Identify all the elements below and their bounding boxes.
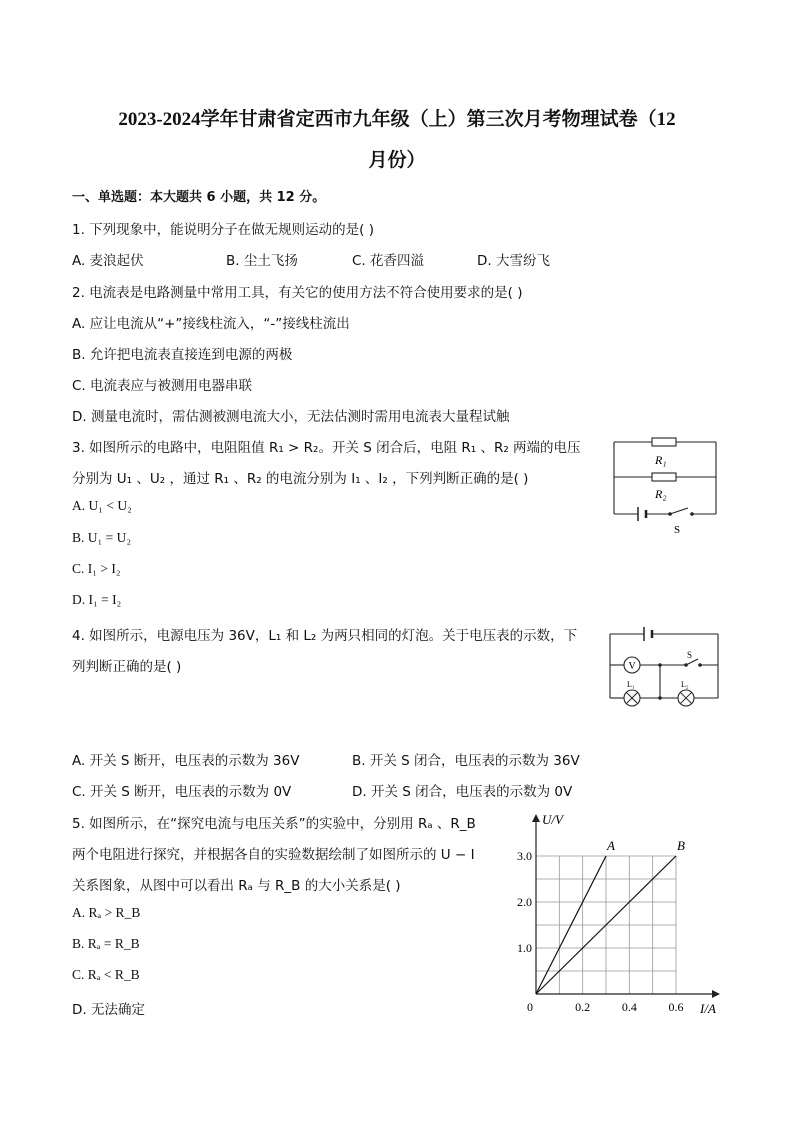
q4-stem-line2: 列判断正确的是( ) [72,659,182,675]
q3-option-b: B. U₁ = U₂ [72,530,132,545]
q5-option-c: C. Rₐ < R_B [72,967,140,982]
q4-option-c: C. 开关 S 断开，电压表的示数为 0V [72,784,292,800]
resistor-r2 [652,473,676,481]
q3-option-c: C. I₁ > I₂ [72,561,121,576]
page-title-line2: 月份） [368,150,426,171]
q4-option-a: A. 开关 S 断开，电压表的示数为 36V [72,753,300,769]
q5-stem-line3: 关系图象，从图中可以看出 Rₐ 与 R_B 的大小关系是( ) [72,878,401,894]
q3-option-d: D. I₁ = I₂ [72,592,122,607]
label-r1: R₁ [655,453,667,467]
label-voltmeter: V [628,661,636,672]
x-axis-label: I/A [700,1001,716,1016]
q2-stem: 2. 电流表是电路测量中常用工具，有关它的使用方法不符合使用要求的是( ) [72,285,523,301]
origin-label: 0 [527,1000,533,1014]
q5-option-d: D. 无法确定 [72,1002,145,1018]
lamp-l2 [678,690,694,706]
x-tick-label: 0.6 [668,1000,684,1014]
section-heading: 一、单选题：本大题共 6 小题，共 12 分。 [72,190,326,205]
label-r2: R₂ [655,487,667,501]
q2-option-d: D. 测量电流时，需估测被测电流大小，无法估测时需用电流表大量程试触 [72,409,510,425]
label-switch: S [674,524,681,536]
x-tick-label: 0.4 [621,1000,637,1014]
q2-option-b: B. 允许把电流表直接连到电源的两极 [72,347,293,363]
y-tick-label: 1.0 [517,941,532,955]
q3-circuit-diagram [608,432,722,540]
q5-stem-line2: 两个电阻进行探究，并根据各自的实验数据绘制了如图所示的 U − I [72,847,475,863]
q1-option-d: D. 大雪纷飞 [477,253,550,269]
q2-option-a: A. 应让电流从“+”接线柱流入，“-”接线柱流出 [72,316,350,332]
q5-stem-line1: 5. 如图所示，在“探究电流与电压关系”的实验中，分别用 Rₐ 、R_B [72,816,476,832]
lamp-l1 [624,690,640,706]
q5-option-b: B. Rₐ = R_B [72,936,140,951]
u-i-chart [500,808,730,1020]
resistor-r1 [652,438,676,446]
series-label-a: A [607,838,615,853]
q5-option-a: A. Rₐ > R_B [72,905,141,920]
q4-option-b: B. 开关 S 闭合，电压表的示数为 36V [352,753,580,769]
y-tick-label: 2.0 [517,895,532,909]
q1-option-b: B. 尘土飞扬 [226,253,298,269]
q1-option-a: A. 麦浪起伏 [72,253,144,269]
q3-stem-line1: 3. 如图所示的电路中，电阻阻值 R₁ > R₂。开关 S 闭合后，电阻 R₁ 、R₂ 两端的电压 [72,440,581,456]
q4-circuit-diagram [604,626,724,710]
label-switch: S [687,650,693,660]
q1-stem: 1. 下列现象中，能说明分子在做无规则运动的是( ) [72,222,374,238]
q2-option-c: C. 电流表应与被测用电器串联 [72,378,253,394]
series-label-b: B [677,838,685,853]
y-axis-label: U/V [542,812,563,827]
y-tick-label: 3.0 [517,849,532,863]
q3-option-a: A. U₁ < U₂ [72,498,132,513]
label-l1: L₁ [627,680,635,689]
q4-option-d: D. 开关 S 闭合，电压表的示数为 0V [352,784,573,800]
page-title-line1: 2023-2024学年甘肃省定西市九年级（上）第三次月考物理试卷（12 [118,109,676,130]
x-tick-label: 0.2 [575,1000,591,1014]
label-l2: L₂ [681,680,689,689]
q4-stem-line1: 4. 如图所示，电源电压为 36V，L₁ 和 L₂ 为两只相同的灯泡。关于电压表的示数，下 [72,628,578,644]
q1-option-c: C. 花香四溢 [352,253,425,269]
q3-stem-line2: 分别为 U₁ 、U₂ ，通过 R₁ 、R₂ 的电流分别为 I₁ 、I₂ ，下列判断正确的是( ) [72,471,529,487]
